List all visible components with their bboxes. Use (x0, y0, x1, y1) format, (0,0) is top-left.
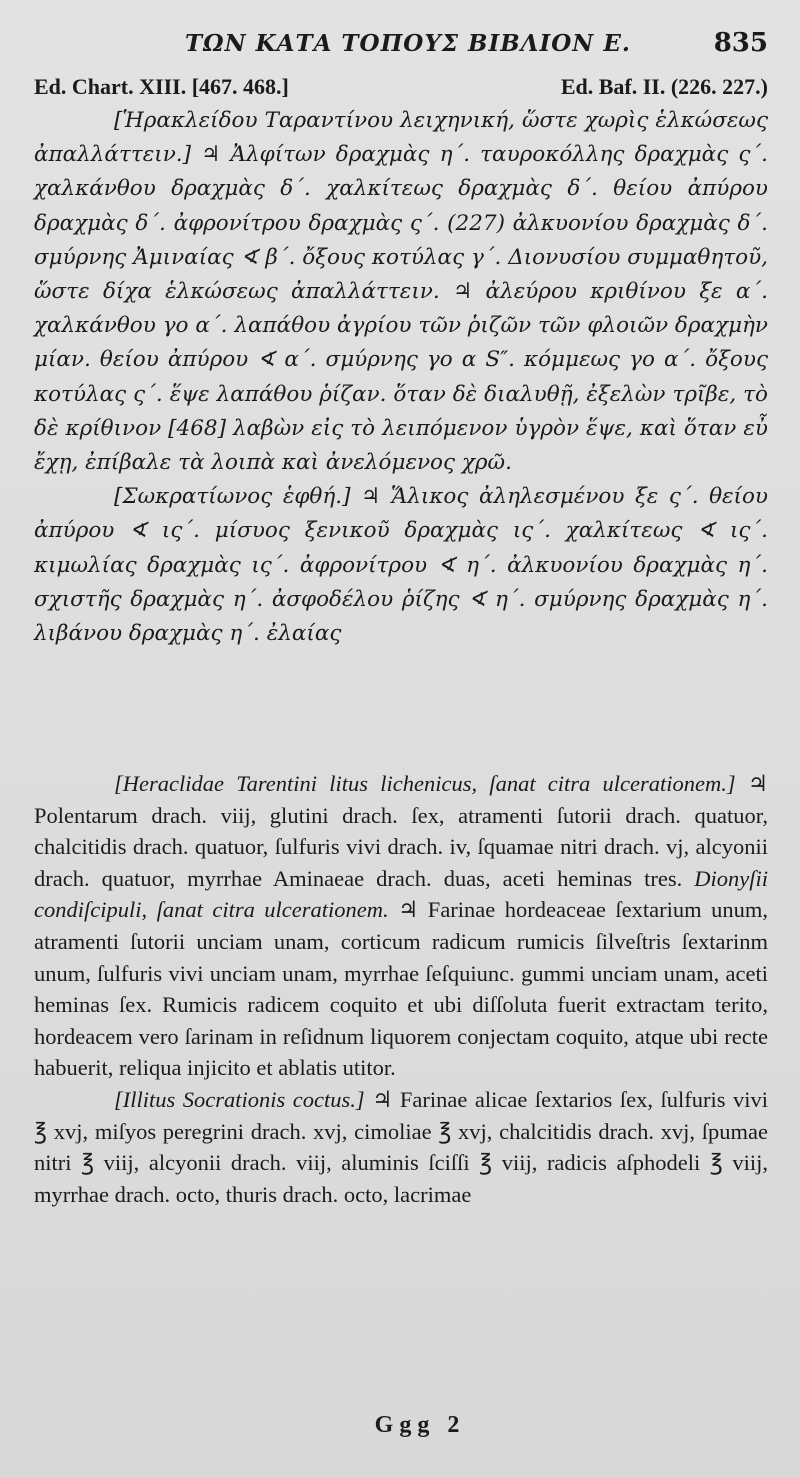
edition-basel: Ed. Baf. II. (226. 227.) (560, 74, 768, 99)
recipe-text: ♃ Farinae hordeaceae ſextarium unum, atramenti ſutorii unciam unam, corticum radicum rumicis ſilveſtris ſextarinm unum, ſulfuris vivi unciam unam, myrrhae ſeſquiunc. gummi unciam unam, aceti heminas ſex. Rumicis radicem coquito et ubi diſſoluta fuerit extractam terito, hordeacem vero ſarinam in reſidnum liquorem conjectam coquito, atque ubi recte habuerit, reliqua injicito et ablatis utitor. (34, 897, 768, 1081)
greek-paragraph: [Ἡρακλείδου Ταραντίνου λειχηνική, ὥστε χωρὶς ἑλκώσεως ἀπαλλάττειν.] ♃ Ἀλφίτων δραχμὰς η΄. ταυροκόλλης δραχμὰς ς΄. χαλκάνθου δραχμὰς δ΄. χαλκίτεως δραχμὰς δ΄. θείου ἀπύρου δραχμὰς δ΄. ἀφρονίτρου δραχμὰς ς΄. (227) ἀλκυονίου δραχμὰς δ΄. σμύρνης Ἀμιναίας ∢ β΄. ὄξους κοτύλας γ΄. Διονυσίου συμμαθητοῦ, ὥστε δίχα ἑλκώσεως ἀπαλλάττειν. ♃ ἀλεύρου κριθίνου ξε α΄. χαλκάνθου γο α΄. λαπάθου ἀγρίου τῶν ῥιζῶν τῶν φλοιῶν δραχμὴν μίαν. θείου ἀπύρου ∢ α΄. σμύρνης γο α S″. κόμμεως γο α΄. ὄξους κοτύλας ς΄. ἕψε λαπάθου ῥίζαν. ὅταν δὲ διαλυθῇ, ἐξελὼν τρῖβε, τὸ δὲ κρίθινον [468] λαβὼν εἰς τὸ λειπόμενον ὑγρὸν ἕψε, καὶ ὅταν εὖ ἔχῃ, ἐπίβαλε τὰ λοιπὰ καὶ ἀνελόμενος χρῶ. (34, 108, 768, 476)
recipe-text: ♃ Polentarum drach. viij, glutini drach. ſex, atramenti ſutorii drach. quatuor, chalcitidis drach. quatuor, ſulfuris vivi drach. iv, ſquamae nitri drach. vj, alcyonii drach. quatuor, myrrhae Aminaeae drach. duas, aceti heminas tres. (34, 771, 768, 891)
page-number: 835 (713, 28, 768, 58)
recipe-title: [Illitus Socrationis coctus.] (114, 1086, 365, 1112)
page-header (0, 28, 800, 64)
recipe-title: Dionyſii condiſcipuli, ſanat citra ulcerationem. (34, 865, 768, 923)
latin-translation-block (34, 768, 768, 1210)
latin-paragraph (34, 768, 768, 1084)
edition-references (34, 74, 768, 104)
running-title: ΤΩΝ ΚΑΤΑ ΤΟΠΟΥΣ ΒΙΒΛΙΟΝ Ε. (185, 30, 631, 57)
recipe-text: ♃ Farinae alicae ſextarios ſex, ſulfuris vivi ℥ xvj, miſyos peregrini drach. xvj, cimoliae ℥ xvj, chalcitidis drach. xvj, ſpumae nitri ℥ viij, alcyonii drach. viij, aluminis ſciſſi ℥ viij, radicis aſphodeli ℥ viij, myrrhae drach. octo, thuris drach. octo, lacrimae (34, 1086, 768, 1207)
latin-paragraph (34, 1084, 768, 1210)
signature-mark: Ggg 2 (374, 1412, 466, 1438)
greek-text-block (34, 104, 768, 651)
recipe-title: [Heraclidae Tarentini litus lichenicus, ſanat citra ulcerationem.] (114, 771, 736, 796)
edition-chartier: Ed. Chart. XIII. [467. 468.] (34, 74, 289, 99)
greek-paragraph: [Σωκρατίωνος ἑφθή.] ♃ Ἅλικος ἀληλεσμένου ξε ς΄. θείου ἀπύρου ∢ ις΄. μίσυος ξενικοῦ δραχμὰς ις΄. χαλκίτεως ∢ ις΄. κιμωλίας δραχμὰς ις΄. ἀφρονίτρου ∢ η΄. ἀλκυονίου δραχμὰς η΄. σχιστῆς δραχμὰς η΄. ἀσφοδέλου ῥίζης ∢ η΄. σμύρνης δραχμὰς η΄. λιβάνου δραχμὰς η΄. ἐλαίας (34, 484, 768, 647)
